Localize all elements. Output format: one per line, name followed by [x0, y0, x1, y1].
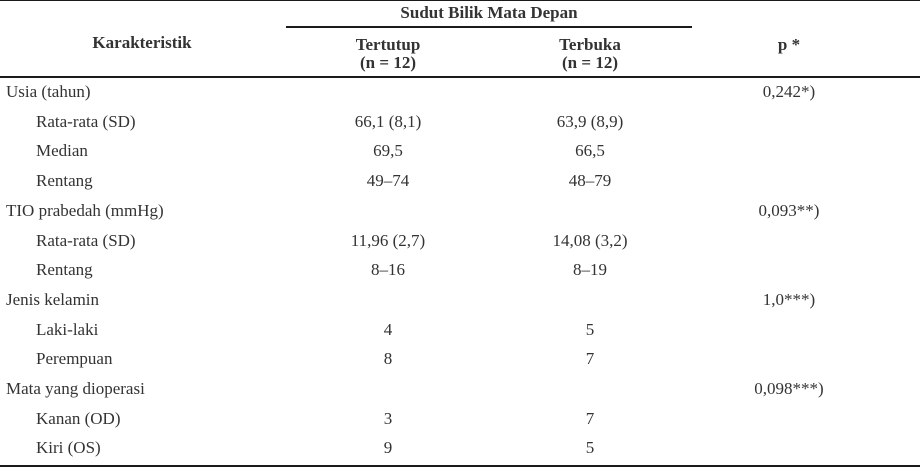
top-rule	[0, 0, 920, 1]
row-label: Kiri (OS)	[36, 438, 101, 457]
bottom-rule	[0, 465, 920, 467]
open-value: 66,5	[575, 141, 605, 160]
open-value: 48–79	[568, 171, 612, 190]
closed-value: 8	[383, 349, 393, 368]
row-label: Rentang	[36, 260, 93, 279]
open-value: 5	[585, 438, 595, 457]
open-value: 7	[585, 349, 595, 368]
closed-value: 66,1 (8,1)	[354, 112, 422, 131]
group-header: Sudut Bilik Mata Depan	[400, 3, 578, 22]
open-header: Terbuka	[559, 35, 621, 54]
open-value: 14,08 (3,2)	[552, 231, 628, 250]
p-value: 0,093**)	[758, 201, 820, 220]
closed-header: Tertutup	[355, 35, 421, 54]
row-label: Mata yang dioperasi	[6, 379, 145, 398]
group-underline	[286, 26, 692, 28]
row-label: TIO prabedah (mmHg)	[6, 201, 164, 220]
row-label: Perempuan	[36, 349, 113, 368]
open-value: 5	[585, 320, 595, 339]
closed-n-header: (n = 12)	[360, 53, 416, 72]
closed-value: 11,96 (2,7)	[350, 231, 426, 250]
open-value: 63,9 (8,9)	[556, 112, 624, 131]
row-label: Usia (tahun)	[6, 82, 91, 101]
header-bottom-rule	[0, 76, 920, 78]
closed-value: 49–74	[366, 171, 410, 190]
p-value: 1,0***)	[762, 290, 816, 309]
open-value: 7	[585, 409, 595, 428]
row-label: Laki-laki	[36, 320, 99, 339]
row-label: Median	[36, 141, 88, 160]
p-value: 0,242*)	[762, 82, 816, 101]
row-label: Rentang	[36, 171, 93, 190]
open-value: 8–19	[573, 260, 607, 279]
characteristic-header: Karakteristik	[92, 33, 192, 52]
row-label: Rata-rata (SD)	[36, 231, 136, 250]
row-label: Kanan (OD)	[36, 409, 121, 428]
closed-value: 3	[383, 409, 393, 428]
open-n-header: (n = 12)	[562, 53, 618, 72]
closed-value: 4	[383, 320, 393, 339]
p-value: 0,098***)	[754, 379, 824, 398]
closed-value: 69,5	[373, 141, 403, 160]
row-label: Rata-rata (SD)	[36, 112, 136, 131]
p-header: p *	[777, 35, 801, 54]
closed-value: 9	[383, 438, 393, 457]
row-label: Jenis kelamin	[6, 290, 100, 309]
closed-value: 8–16	[371, 260, 405, 279]
